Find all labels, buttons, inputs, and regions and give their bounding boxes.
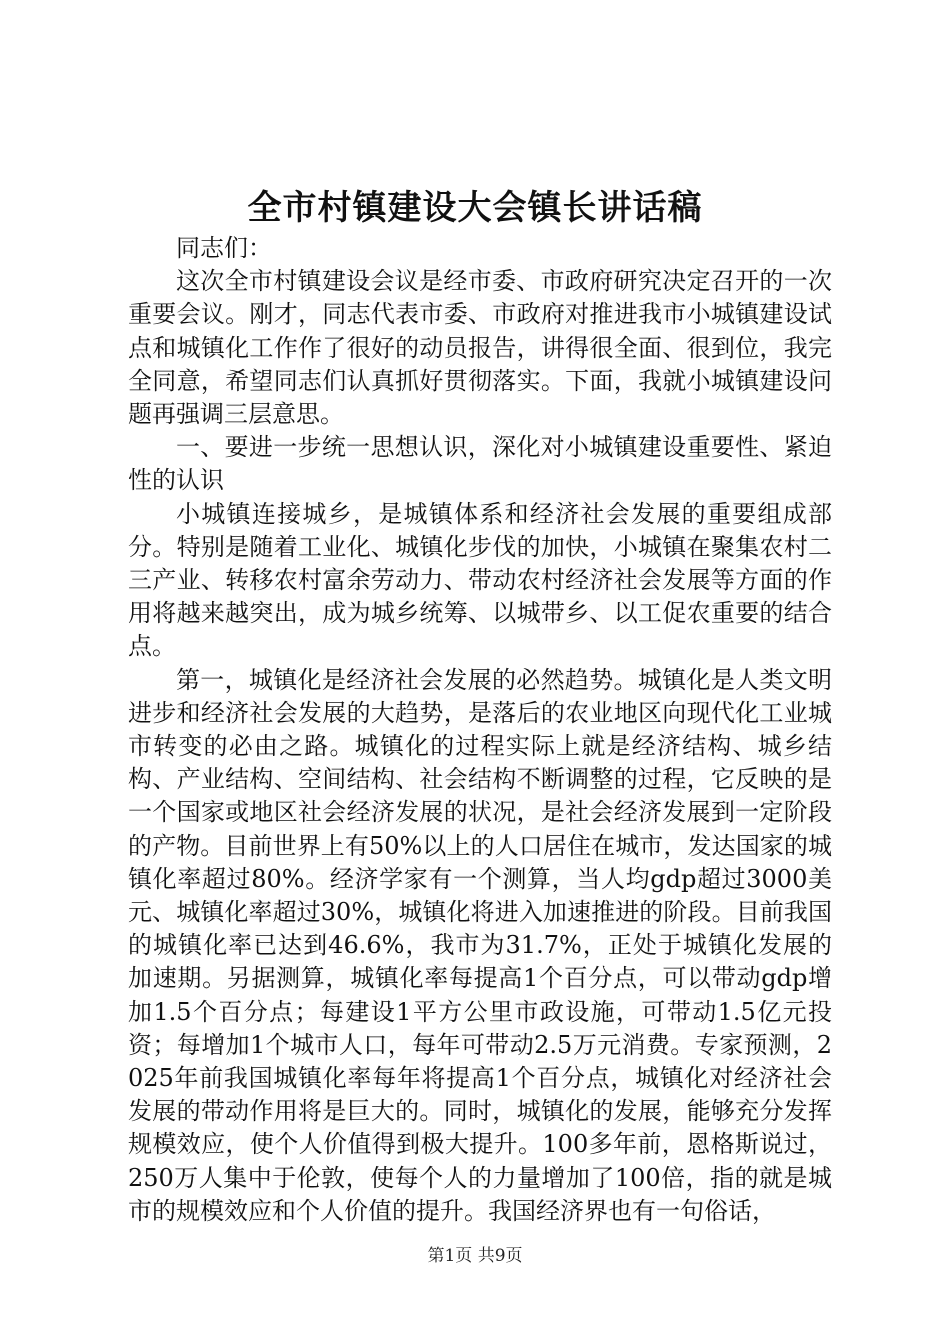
body-paragraph: 第一，城镇化是经济社会发展的必然趋势。城镇化是人类文明进步和经济社会发展的大趋势，是落后的农业地区向现代化工业城市转变的必由之路。城镇化的过程实际上就是经济结构、城乡结构、产业结构、空间结构、社会结构不断调整的过程，它反映的是一个国家或地区社会经济发展的状况，是社会经济发展到一定阶段的产物。目前世界上有50%以上的人口居住在城市，发达国家的城镇化率超过80%。经济学家有一个测算，当人均gdp超过3000美元、城镇化率超过30%，城镇化将进入加速推进的阶段。目前我国的城镇化率已达到46.6%，我市为31.7%，正处于城镇化发展的加速期。另据测算，城镇化率每提高1个百分点，可以带动gdp增加1.5个百分点；每建设1平方公里市政设施，可带动1.5亿元投资；每增加1个城市人口，每年可带动2.5万元消费。专家预测，2025年前我国城镇化率每年将提高1个百分点，城镇化对经济社会发展的带动作用将是巨大的。同时，城镇化的发展，能够充分发挥规模效应，使个人价值得到极大提升。100多年前，恩格斯说过，250万人集中于伦敦，使每个人的力量增加了100倍，指的就是城市的规模效应和个人价值的提升。我国经济界也有一句俗话， xyxy=(128,665,832,1225)
document-title: 全市村镇建设大会镇长讲话稿 xyxy=(247,188,703,228)
page-footer: 第1页 共9页 xyxy=(427,1246,523,1266)
intro-paragraph: 这次全市村镇建设会议是经市委、市政府研究决定召开的一次重要会议。刚才，同志代表市委、市政府对推进我市小城镇建设试点和城镇化工作作了很好的动员报告，讲得很全面、很到位，我完全同意，希望同志们认真抓好贯彻落实。下面，我就小城镇建设问题再强调三层意思。 xyxy=(128,267,832,429)
document-body xyxy=(128,232,832,1228)
salutation-paragraph: 同志们： xyxy=(176,234,272,262)
body-paragraph: 小城镇连接城乡，是城镇体系和经济社会发展的重要组成部分。特别是随着工业化、城镇化步伐的加快，小城镇在聚集农村二三产业、转移农村富余劳动力、带动农村经济社会发展等方面的作用将越来越突出，成为城乡统筹、以城带乡、以工促农重要的结合点。 xyxy=(128,499,832,661)
section-heading-1: 一、要进一步统一思想认识，深化对小城镇建设重要性、紧迫性的认识 xyxy=(128,433,832,495)
